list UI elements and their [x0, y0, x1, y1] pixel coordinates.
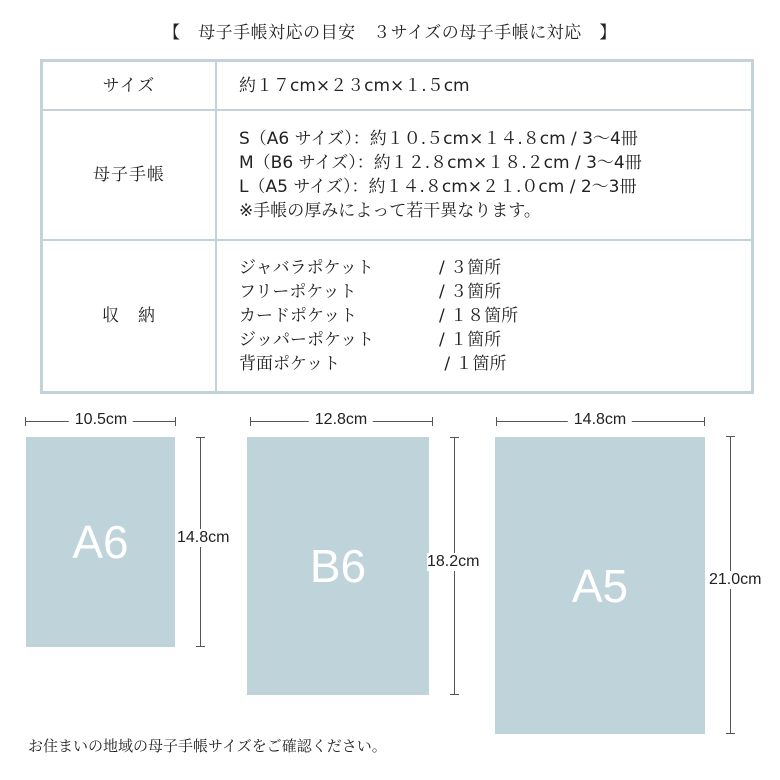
- b6-width-label: 12.8cm: [309, 411, 373, 429]
- a5-width-dimension: [496, 413, 705, 429]
- a5-height-dimension: [709, 436, 762, 734]
- handbook-size-s: S（A6 サイズ）：約１０.５cm×１４.８cm / 3～4冊: [239, 129, 638, 149]
- a6-label: A6: [72, 516, 129, 568]
- a5-width-label: 14.8cm: [568, 411, 632, 429]
- b6-size-rect: [247, 437, 429, 695]
- a5-height-label: 21.0cm: [709, 571, 762, 588]
- pocket-count: / ３箇所: [439, 258, 502, 278]
- a6-size-rect: [26, 437, 175, 647]
- row-label-size: サイズ: [42, 61, 217, 111]
- handbook-size-m: M（B6 サイズ）：約１２.８cm×１８.２cm / 3～4冊: [239, 153, 642, 173]
- pocket-count: / ３箇所: [439, 282, 502, 302]
- a6-height-dimension: [177, 437, 230, 647]
- pocket-item: [239, 256, 750, 280]
- handbook-size-l: L（A5 サイズ）：約１４.８cm×２１.０cm / 2～3冊: [239, 177, 637, 197]
- a5-label: A5: [571, 559, 629, 612]
- row-label-storage: 収 納: [42, 240, 217, 393]
- table-row-handbook: [42, 110, 753, 240]
- a6-height-label: 14.8cm: [177, 529, 230, 546]
- footer-note: お住まいの地域の母子手帳サイズをご確認ください。: [28, 737, 387, 755]
- pocket-item: [239, 280, 750, 304]
- row-label-handbook: 母子手帳: [42, 110, 217, 240]
- pocket-count: / １箇所: [439, 354, 507, 374]
- b6-height-dimension: [427, 437, 480, 695]
- pocket-item: [239, 328, 750, 352]
- pocket-name: ジッパーポケット: [239, 330, 375, 350]
- a6-width-label: 10.5cm: [69, 411, 133, 429]
- table-row-storage: [42, 240, 753, 393]
- spec-table: [40, 59, 754, 394]
- row-value-size: [216, 61, 753, 111]
- pocket-item: [239, 352, 750, 376]
- handbook-note: ※手帳の厚みによって若干異なります。: [239, 201, 541, 221]
- page-title: 【 母子手帳対応の目安 ３サイズの母子手帳に対応 】: [163, 23, 617, 43]
- table-row-size: [42, 61, 753, 111]
- a5-size-rect: [495, 437, 705, 734]
- row-value-storage: [216, 240, 753, 393]
- size-dimensions: 約１７cm×２３cm×１.５cm: [239, 75, 470, 96]
- row-value-handbook: [216, 110, 753, 240]
- pocket-name: カードポケット: [239, 306, 358, 326]
- pocket-name: フリーポケット: [239, 282, 357, 302]
- pocket-item: [239, 304, 750, 328]
- pocket-count: / １箇所: [439, 330, 502, 350]
- a6-width-dimension: [25, 413, 176, 429]
- b6-label: B6: [309, 540, 367, 592]
- b6-height-label: 18.2cm: [427, 553, 480, 570]
- b6-width-dimension: [250, 413, 433, 429]
- pocket-count: / １８箇所: [439, 306, 519, 326]
- pocket-name: 背面ポケット: [239, 354, 341, 374]
- pocket-name: ジャバラポケット: [239, 258, 374, 278]
